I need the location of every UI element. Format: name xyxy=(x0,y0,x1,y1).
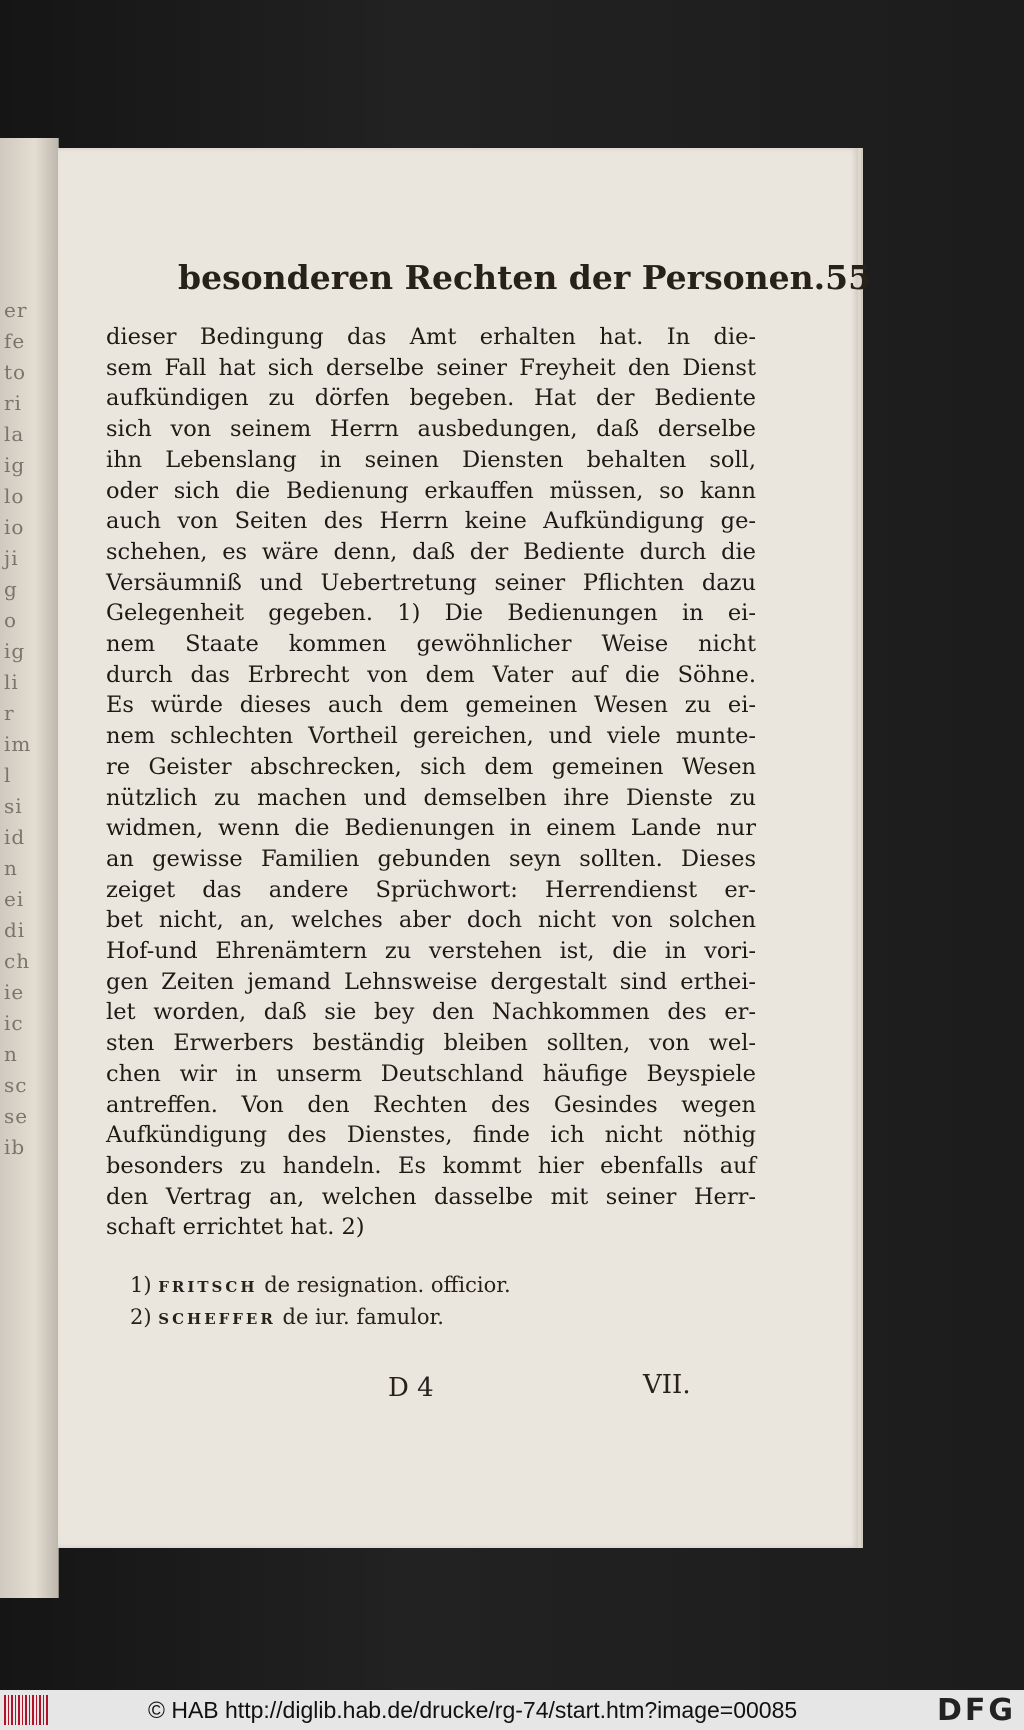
text-line: sich von seinem Herrn ausbedungen, daß derselbe xyxy=(106,416,756,443)
body-text xyxy=(106,322,756,1243)
prev-page-fragment: fe xyxy=(4,329,26,353)
text-line: gen Zeiten jemand Lehnsweise dergestalt sind erthei- xyxy=(106,968,756,995)
running-head-title: besonderen Rechten der Personen. xyxy=(178,258,826,297)
prev-page-fragment: ri xyxy=(4,391,22,415)
footnote-text: de iur. famulor. xyxy=(282,1305,444,1329)
prev-page-fragment: ig xyxy=(4,639,26,663)
footnote-author: SCHEFFER xyxy=(158,1310,276,1328)
text-line: dieser Bedingung das Amt erhalten hat. In die- xyxy=(106,324,756,350)
text-line: nem Staate kommen gewöhnlicher Weise nicht xyxy=(106,631,756,658)
text-line: let worden, daß sie bey den Nachkommen des er- xyxy=(106,999,756,1026)
text-line: Gelegenheit gegeben. 1) Die Bedienungen in ei- xyxy=(106,600,756,627)
prev-page-fragment: er xyxy=(4,298,28,322)
text-line: auch von Seiten des Herrn keine Aufkündigung ge- xyxy=(106,508,756,535)
barcode-icon xyxy=(4,1695,48,1725)
text-line: oder sich die Bedienung erkauffen müssen, so kann xyxy=(106,477,756,504)
prev-page-fragment: r xyxy=(4,701,15,725)
footnote-author: FRITSCH xyxy=(158,1278,258,1296)
prev-page-fragment: si xyxy=(4,794,23,818)
prev-page-fragment: g xyxy=(4,577,18,601)
text-line: nützlich zu machen und demselben ihre Dienste zu xyxy=(106,784,756,811)
text-line: aufkündigen zu dörfen begeben. Hat der Bediente xyxy=(106,385,756,412)
prev-page-fragment: ig xyxy=(4,453,26,477)
text-line: zeiget das andere Sprüchwort: Herrendienst er- xyxy=(106,876,756,903)
text-line: Hof-und Ehrenämtern zu verstehen ist, die in vori- xyxy=(106,938,756,965)
footnote-text: de resignation. officior. xyxy=(264,1273,511,1297)
prev-page-fragment: ji xyxy=(4,546,19,570)
dfg-logo: DFG xyxy=(936,1693,1016,1728)
text-line: Es würde dieses auch dem gemeinen Wesen zu ei- xyxy=(106,692,756,719)
text-line: Aufkündigung des Dienstes, finde ich nicht nöthig xyxy=(106,1122,756,1149)
text-line: schaft errichtet hat. 2) xyxy=(106,1214,365,1241)
text-line: re Geister abschrecken, sich dem gemeinen Wesen xyxy=(106,753,756,780)
footnote xyxy=(130,1270,690,1302)
text-line: an gewisse Familien gebunden seyn sollten. Dieses xyxy=(106,845,756,872)
prev-page-fragment: di xyxy=(4,918,26,942)
catchword: VII. xyxy=(643,1370,691,1400)
text-line: besonders zu handeln. Es kommt hier ebenfalls auf xyxy=(106,1152,756,1179)
prev-page-fragment: io xyxy=(4,515,25,539)
footnote-number: 1) xyxy=(130,1273,152,1297)
prev-page-fragment: o xyxy=(4,608,18,632)
prev-page-fragment: im xyxy=(4,732,32,756)
text-line: widmen, wenn die Bedienungen in einem Lande nur xyxy=(106,815,756,842)
footnote-number: 2) xyxy=(130,1305,152,1329)
page-number: 55 xyxy=(825,258,872,297)
prev-page-fragment: lo xyxy=(4,484,25,508)
prev-page-fragment: n xyxy=(4,856,18,880)
text-line: durch das Erbrecht von dem Vater auf die Söhne. xyxy=(106,661,756,688)
running-head xyxy=(178,258,872,297)
prev-page-fragment: n xyxy=(4,1042,18,1066)
prev-page-fragment: id xyxy=(4,825,26,849)
prev-page-fragment: l xyxy=(4,763,12,787)
text-line: den Vertrag an, welchen dasselbe mit seiner Herr- xyxy=(106,1183,756,1210)
prev-page-fragment: ei xyxy=(4,887,25,911)
prev-page-fragment: to xyxy=(4,360,27,384)
text-line: ihn Lebenslang in seinen Diensten behalten soll, xyxy=(106,446,756,473)
book-page xyxy=(58,148,872,1548)
footnote xyxy=(130,1302,690,1334)
text-line: nem schlechten Vortheil gereichen, und viele munte- xyxy=(106,723,756,750)
text-line: sem Fall hat sich derselbe seiner Freyheit den Dienst xyxy=(106,354,756,381)
text-line: antreffen. Von den Rechten des Gesindes wegen xyxy=(106,1091,756,1118)
prev-page-fragment: ib xyxy=(4,1135,26,1159)
text-line: chen wir in unserm Deutschland häufige Beyspiele xyxy=(106,1060,756,1087)
prev-page-fragment: ie xyxy=(4,980,25,1004)
text-line: bet nicht, an, welches aber doch nicht von solchen xyxy=(106,907,756,934)
prev-page-fragment: ic xyxy=(4,1011,24,1035)
previous-page-edge xyxy=(0,138,59,1598)
signature-mark: D 4 xyxy=(388,1373,434,1403)
prev-page-fragment: ch xyxy=(4,949,31,973)
prev-page-fragment: li xyxy=(4,670,19,694)
prev-page-fragment: sc xyxy=(4,1073,28,1097)
footnotes xyxy=(130,1270,690,1334)
footer-bar xyxy=(0,1690,1024,1730)
text-line: sten Erwerbers beständig bleiben sollten, von wel- xyxy=(106,1030,756,1057)
text-line: Versäumniß und Uebertretung seiner Pflichten dazu xyxy=(106,569,756,596)
text-line: schehen, es wäre denn, daß der Bediente durch die xyxy=(106,538,756,565)
prev-page-fragment: la xyxy=(4,422,25,446)
prev-page-fragment: se xyxy=(4,1104,29,1128)
footer-credit-link[interactable]: © HAB http://diglib.hab.de/drucke/rg-74/start.htm?image=00085 xyxy=(148,1696,798,1723)
